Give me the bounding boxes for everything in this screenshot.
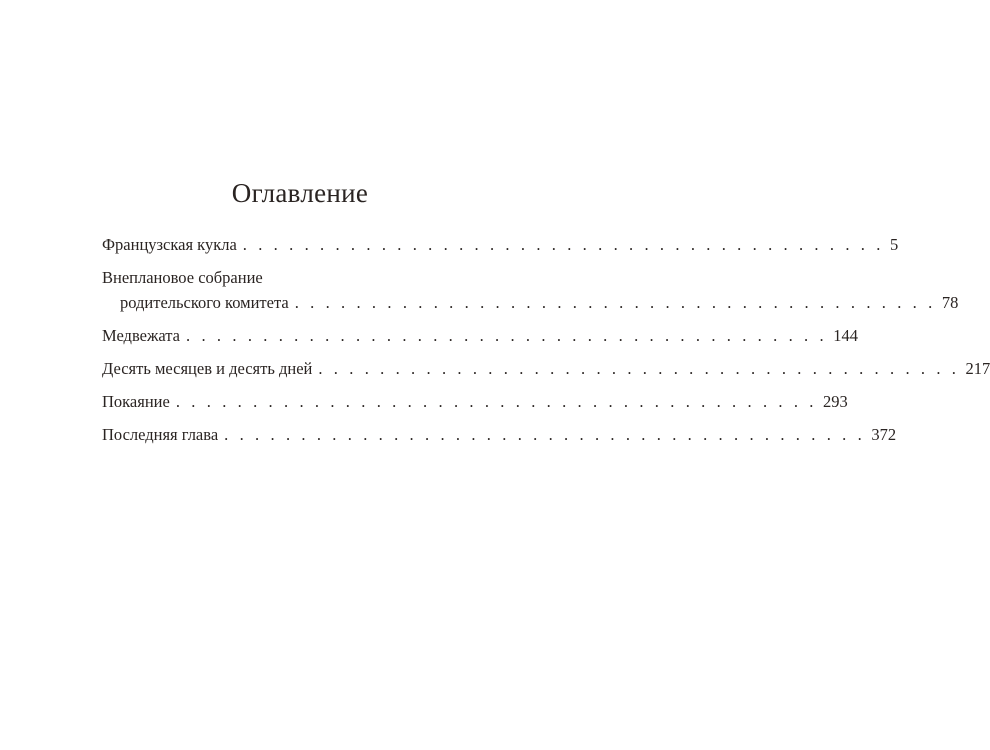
toc-entry-title: Внеплановое собрание <box>102 268 263 287</box>
toc-entry-title: Медвежата <box>102 326 181 345</box>
toc-entry[interactable] <box>102 422 897 447</box>
toc-entry-page: 217 <box>965 359 990 378</box>
toc-entry-page: 372 <box>871 425 897 444</box>
toc-entry[interactable] <box>102 356 990 381</box>
dot-leader: . . . . . . . . . . . . . . . . . . . . . . . . . . . . . . . . . . . . . . . . . . <box>186 326 828 345</box>
table-of-contents <box>102 232 990 455</box>
dot-leader: . . . . . . . . . . . . . . . . . . . . . . . . . . . . . . . . . . . . . . . . . . <box>175 392 818 411</box>
page-title: Оглавление <box>231 178 369 208</box>
dot-leader: . . . . . . . . . . . . . . . . . . . . . . . . . . . . . . . . . . . . . . . . . . <box>294 293 936 312</box>
toc-entry-title: Последняя глава <box>102 425 219 444</box>
dot-leader: . . . . . . . . . . . . . . . . . . . . . . . . . . . . . . . . . . . . . . . . . . <box>318 359 960 378</box>
toc-entry[interactable] <box>102 389 848 414</box>
toc-entry-page: 144 <box>833 326 858 345</box>
toc-entry-title: Покаяние <box>102 392 170 411</box>
dot-leader: . . . . . . . . . . . . . . . . . . . . . . . . . . . . . . . . . . . . . . . . . . <box>242 235 884 254</box>
toc-entry-page: 293 <box>823 392 848 411</box>
toc-entry[interactable] <box>102 265 959 315</box>
toc-entry[interactable] <box>102 323 858 348</box>
dot-leader: . . . . . . . . . . . . . . . . . . . . . . . . . . . . . . . . . . . . . . . . . . <box>224 425 866 444</box>
toc-entry-title-continuation: родительского комитета <box>120 293 289 312</box>
toc-entry-page: 5 <box>889 235 899 254</box>
toc-entry[interactable] <box>102 232 899 257</box>
toc-entry-page: 78 <box>941 293 959 312</box>
toc-entry-title: Десять месяцев и десять дней <box>102 359 313 378</box>
toc-entry-title: Французская кукла <box>102 235 237 254</box>
